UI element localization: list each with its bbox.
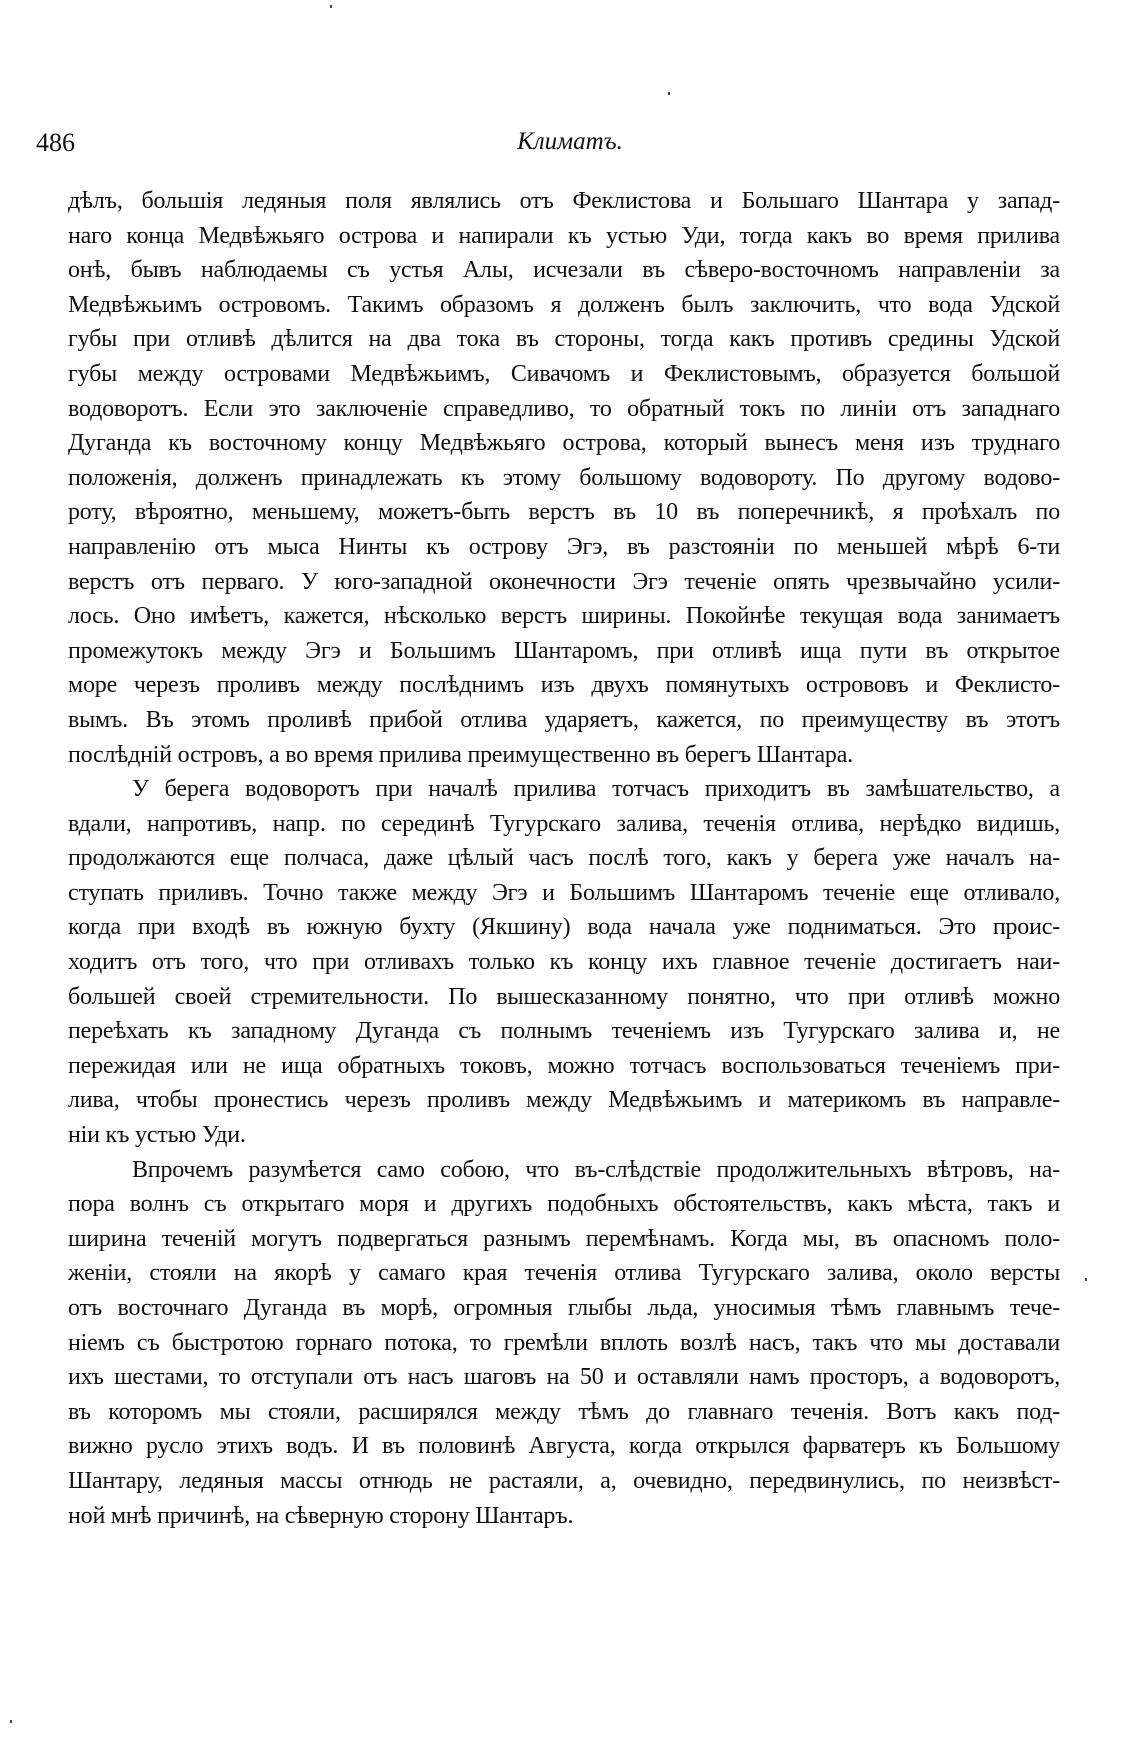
text-line: море черезъ проливъ между послѣднимъ изъ двухъ помянутыхъ острововъ и Феклисто- [68,672,1060,699]
text-line: губы при отливѣ дѣлится на два тока въ стороны, тогда какъ противъ средины Удской [68,326,1060,353]
text-line: промежутокъ между Эгэ и Большимъ Шантаромъ, при отливѣ ища пути въ открытое [68,637,1060,664]
text-line: ніемъ съ быстротою горнаго потока, то гремѣли вплоть возлѣ насъ, такъ что мы доставали [68,1329,1060,1356]
text-line: водоворотъ. Если это заключеніе справедливо, то обратный токъ по линіи отъ западнаго [68,395,1060,422]
text-line: ступать приливъ. Точно также между Эгэ и Большимъ Шантаромъ теченіе еще отливало, [68,879,1060,906]
text-line: вижно русло этихъ водъ. И въ половинѣ Августа, когда открылся фарватеръ къ Большому [68,1433,1060,1460]
text-line: дѣлъ, большія ледяныя поля являлись отъ Феклистова и Большаго Шантара у запад- [68,188,1060,214]
text-line: отъ восточнаго Дуганда въ морѣ, огромныя глыбы льда, уносимыя тѣмъ главнымъ тече- [68,1295,1060,1321]
text-line: лива, чтобы пронестись черезъ проливъ между Медвѣжьимъ и материкомъ въ направле- [68,1087,1060,1114]
text-line: направленію отъ мыса Нинты къ острову Эгэ, въ разстояніи по меньшей мѣрѣ 6-ти [68,533,1060,560]
text-line: У берега водоворотъ при началѣ прилива тотчасъ приходитъ въ замѣшательство, а [132,776,1060,803]
paragraph [68,1153,1060,1534]
scan-speck [10,1720,12,1723]
page-number: 486 [36,128,75,157]
text-line: Шантару, ледяныя массы отнюдь не растаяли, а, очевидно, передвинулись, по неизвѣст- [68,1467,1060,1494]
scan-speck [1085,1278,1087,1281]
text-line: Дуганда къ восточному концу Медвѣжьяго острова, который вынесъ меня изъ труднаго [68,430,1060,457]
text-line: послѣдній островъ, а во время прилива преимущественно въ берегъ Шантара. [68,741,853,768]
text-line: ширина теченій могутъ подвергаться разнымъ перемѣнамъ. Когда мы, въ опасномъ поло- [68,1225,1060,1252]
scan-speck [668,92,670,95]
page-body [68,184,1060,1533]
text-line: вдали, напротивъ, напр. по серединѣ Тугурскаго залива, теченія отлива, нерѣдко видишь, [68,810,1060,837]
text-line: большей своей стремительности. По вышесказанному понятно, что при отливѣ можно [68,983,1060,1010]
text-line: въ которомъ мы стояли, расширялся между тѣмъ до главнаго теченія. Вотъ какъ под- [68,1398,1060,1425]
text-line: Впрочемъ разумѣется само собою, что въ-слѣдствіе продолжительныхъ вѣтровъ, на- [132,1156,1060,1183]
text-line: ходитъ отъ того, что при отливахъ только къ концу ихъ главное теченіе достигаетъ наи- [68,949,1060,976]
text-line: переѣхать къ западному Дуганда съ полнымъ теченіемъ изъ Тугурскаго залива и, не [68,1018,1060,1045]
text-line: лось. Оно имѣетъ, кажется, нѣсколько верстъ ширины. Покойнѣе текущая вода занимаетъ [68,603,1060,630]
text-line: роту, вѣроятно, меньшему, можетъ-быть верстъ въ 10 въ поперечникѣ, я проѣхалъ по [68,499,1060,526]
text-line: пережидая или не ища обратныхъ токовъ, можно тотчасъ воспользоваться теченіемъ при- [68,1052,1060,1079]
text-line: ной мнѣ причинѣ, на сѣверную сторону Шантаръ. [68,1502,574,1529]
text-line: Медвѣжьимъ островомъ. Такимъ образомъ я долженъ былъ заключить, что вода Удской [68,291,1060,318]
text-line: губы между островами Медвѣжьимъ, Сивачомъ и Феклистовымъ, образуется большой [68,360,1060,387]
text-line: вымъ. Въ этомъ проливѣ прибой отлива ударяетъ, кажется, по преимуществу въ этотъ [68,706,1060,733]
text-line: женіи, стояли на якорѣ у самаго края теченія отлива Тугурскаго залива, около версты [68,1260,1060,1287]
text-line: наго конца Медвѣжьяго острова и напирали къ устью Уди, тогда какъ во время прилива [68,222,1060,249]
text-line: продолжаются еще полчаса, даже цѣлый часъ послѣ того, какъ у берега уже началъ на- [68,845,1060,872]
text-line: верстъ отъ перваго. У юго-западной оконечности Эгэ теченіе опять чрезвычайно усили- [68,568,1060,595]
text-line: ихъ шестами, то отступали отъ насъ шаговъ на 50 и оставляли намъ просторъ, а водоворотъ, [68,1364,1060,1391]
scan-speck [330,5,332,8]
text-line: пора волнъ съ открытаго моря и другихъ подобныхъ обстоятельствъ, какъ мѣста, такъ и [68,1191,1060,1218]
text-line: когда при входѣ въ южную бухту (Якшину) вода начала уже подниматься. Это проис- [68,914,1060,941]
text-line: онѣ, бывъ наблюдаемы съ устья Алы, исчезали въ сѣверо-восточномъ направленіи за [68,257,1060,284]
paragraph [68,184,1060,772]
running-title: Климатъ. [517,128,623,155]
text-line: положенія, долженъ принадлежать къ этому большому водовороту. По другому водово- [68,464,1060,491]
paragraph [68,772,1060,1153]
text-line: ніи къ устью Уди. [68,1122,246,1149]
